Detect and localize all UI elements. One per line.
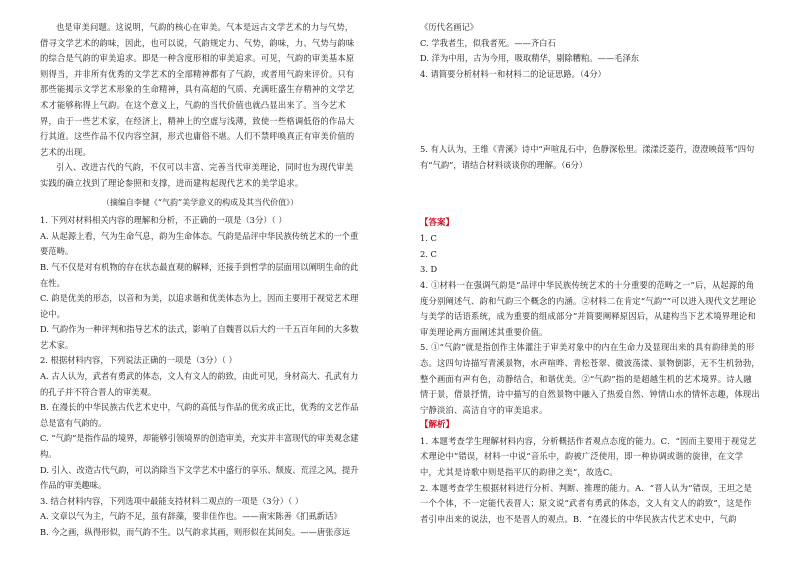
answer-4-block: [420, 278, 760, 418]
question-4-stem: 4. 请简要分析材料一和材料二的论证思路。（4分）: [420, 68, 606, 79]
q3-option-b: B. 今之画，纵得形似，而气韵不生。以气韵求其画，则形似在其间矣。——唐张彦远: [40, 527, 351, 537]
q1-option-d: D. 气韵作为一种评判和指导艺术的法式，影响了自魏晋以后大约一千五百年间的大多数艺术家。: [40, 324, 359, 350]
analysis-block: [420, 434, 760, 528]
analysis-heading: 【解析】: [420, 420, 455, 431]
answer-2: 2. C: [420, 248, 437, 259]
q1-option-b: B. 气不仅是对有机物的存在状态最直观的解释，还接手到哲学的层面用以阐明生命的此在性。: [40, 261, 359, 288]
question-5-stem: 5. 有人认为，王维《青溪》诗中“声喧乱石中，色静深松里。漾漾泛菱荇，澄澄映葭苇”四句有“气韵”，请结合材料谈谈你的理解。（6分）: [420, 144, 755, 170]
analysis-1: 1. 本题考查学生理解材料内容，分析概括作者观点态度的能力。C．“因而主要用于视觉艺术理论中”错误，材料一中说“音乐中，韵被广泛使用，即一种协调或谐的旋律，在文学中，尤其是诗歌中则是指平仄的韵律之美”，故选C。: [420, 435, 757, 478]
q1-option-a: A. 从起源上看，气为生命气息，韵为生命体态。气韵是品评中华民族传统艺术的一个重要范畴。: [40, 230, 359, 257]
q2-option-c: C. “气韵”是指作品的境界，却能够引领境界的创造审美，充实并丰富现代的审美观念建构。: [40, 433, 359, 460]
q3-option-c: C. 学我者生，似我者死。——齐白石: [420, 37, 556, 48]
answer-5: 5. ①“气韵”就是指创作主体灌注于审美对象中的内在生命力及显现出来的具有韵律美的形态。这四句诗描写青溪景物，水声喧哗、青松苍翠、微波荡漾、景物倒影，无不生机勃勃，整个画面有声有色，动静结合，和谐优美。②“气韵”指的是超越生机的艺术境界。诗人融情于景，借景抒情，诗中描写的自然景物中融入了热爱自然、钟情山水的情怀志趣，体现出宁静淡泊、高洁自守的审美追求。: [420, 342, 760, 415]
answer-heading: 【答案】: [420, 217, 455, 228]
question-1-stem: 1. 下列对材料相关内容的理解和分析，不正确的一项是（3分）（ ）: [40, 215, 287, 226]
answer-1: 1. C: [420, 233, 437, 244]
q1-option-c: C. 韵是优美的形态，以音和为美，以追求谐和优美体态为上，因而主要用于视觉艺术理论中。: [40, 293, 359, 319]
source-caption: （摘编自李健《“气韵”美学意义的构成及其当代价值》）: [101, 197, 299, 207]
q2-option-b: B. 在漫长的中华民族古代艺术史中，气韵的高低与作品的优劣成正比，优秀的文艺作品总是富有气韵的。: [40, 402, 359, 428]
q3-option-d: D. 洋为中用，古为今用，吸取精华，剔除糟粕。——毛泽东: [420, 53, 640, 64]
passage-paragraph: 引入、改进古代的气韵，不仅可以丰富、完善当代审美理论，同时也为现代审美实践的确立找到了理论参照和支撑，进而建构起现代艺术的美学追求。: [40, 162, 354, 188]
question-2-stem: 2. 根据材料内容，下列说法正确的一项是（3分）（ ）: [40, 355, 237, 366]
continued-source: 《历代名画记》: [420, 22, 479, 32]
answer-3: 3. D: [420, 264, 438, 275]
right-column: [420, 20, 760, 527]
q2-option-a: A. 古人认为，武者有勇武的体态，文人有文人的韵致，由此可见，身材高大、孔武有力的孔子并不符合晋人的审美观。: [40, 371, 359, 397]
question-3-stem: 3. 结合材料内容，下列选项中最能支持材料二观点的一项是（3分）（ ）: [40, 495, 304, 506]
passage-paragraph: 也是审美问题。这说明，气韵的核心在审美。气本是远古文学艺术的力与气势，借寻文学艺术的韵味，因此，也可以说，气韵规定力、气势，韵味，力、气势与韵味的综合是气韵的审美追求。即是一种含度形相的审美追求。可见，气韵的审美基本原则得当，并非所有优秀的文学艺术的全部精神都有了气韵，或者用气韵来评价。只有那些能揭示文学艺术形象的生命精神，具有高超的气质、充满旺盛生存精神的文学艺术才能够称得上气韵。在这个意义上，气韵的当代价值也就凸显出来了。当今艺术界，由于一些艺术家，在经济上，精神上的空虚与浅薄，致使一些格调低俗的作品大行其道。这些作品不仅内容空洞，形式也庸俗不堪。人们不禁呼唤真正有审美价值的艺术的出现。: [40, 22, 355, 157]
left-column: [40, 20, 360, 541]
analysis-2: 2. 本题考查学生根据材料进行分析、判断、推理的能力。A．“晋人认为”错误，王坦之是一个个体，不一定能代表晋人；原文说“武者有勇武的体态，文人有文人的韵致”，这是作者引申出来的说法，也不是晋人的观点。B．“在漫长的中华民族古代艺术史中，气韵: [420, 482, 753, 524]
answer-4: 4. ①材料一在强调气韵是“品评中华民族传统艺术的十分重要的范畴之一”后，从起源的角度分别阐述气、韵和气韵三个概念的内涵。②材料二在肯定“气韵”“可以进入现代文艺理论与美学的话语系统，成为重要的组成部分”并简要阐释原因后，从建构当下艺术境界理论和审美理论两方面阐述其重要价值。: [420, 279, 757, 337]
q3-option-a: A. 文章以气为主，气韵不足，虽有辞藻，要非佳作也。——南宋陈善《扪虱新话》: [40, 511, 342, 522]
q2-option-d: D. 引入、改造古代气韵，可以消除当下文学艺术中盛行的享乐、颓废、荒淫之风，提升作品的审美趣味。: [40, 464, 359, 491]
